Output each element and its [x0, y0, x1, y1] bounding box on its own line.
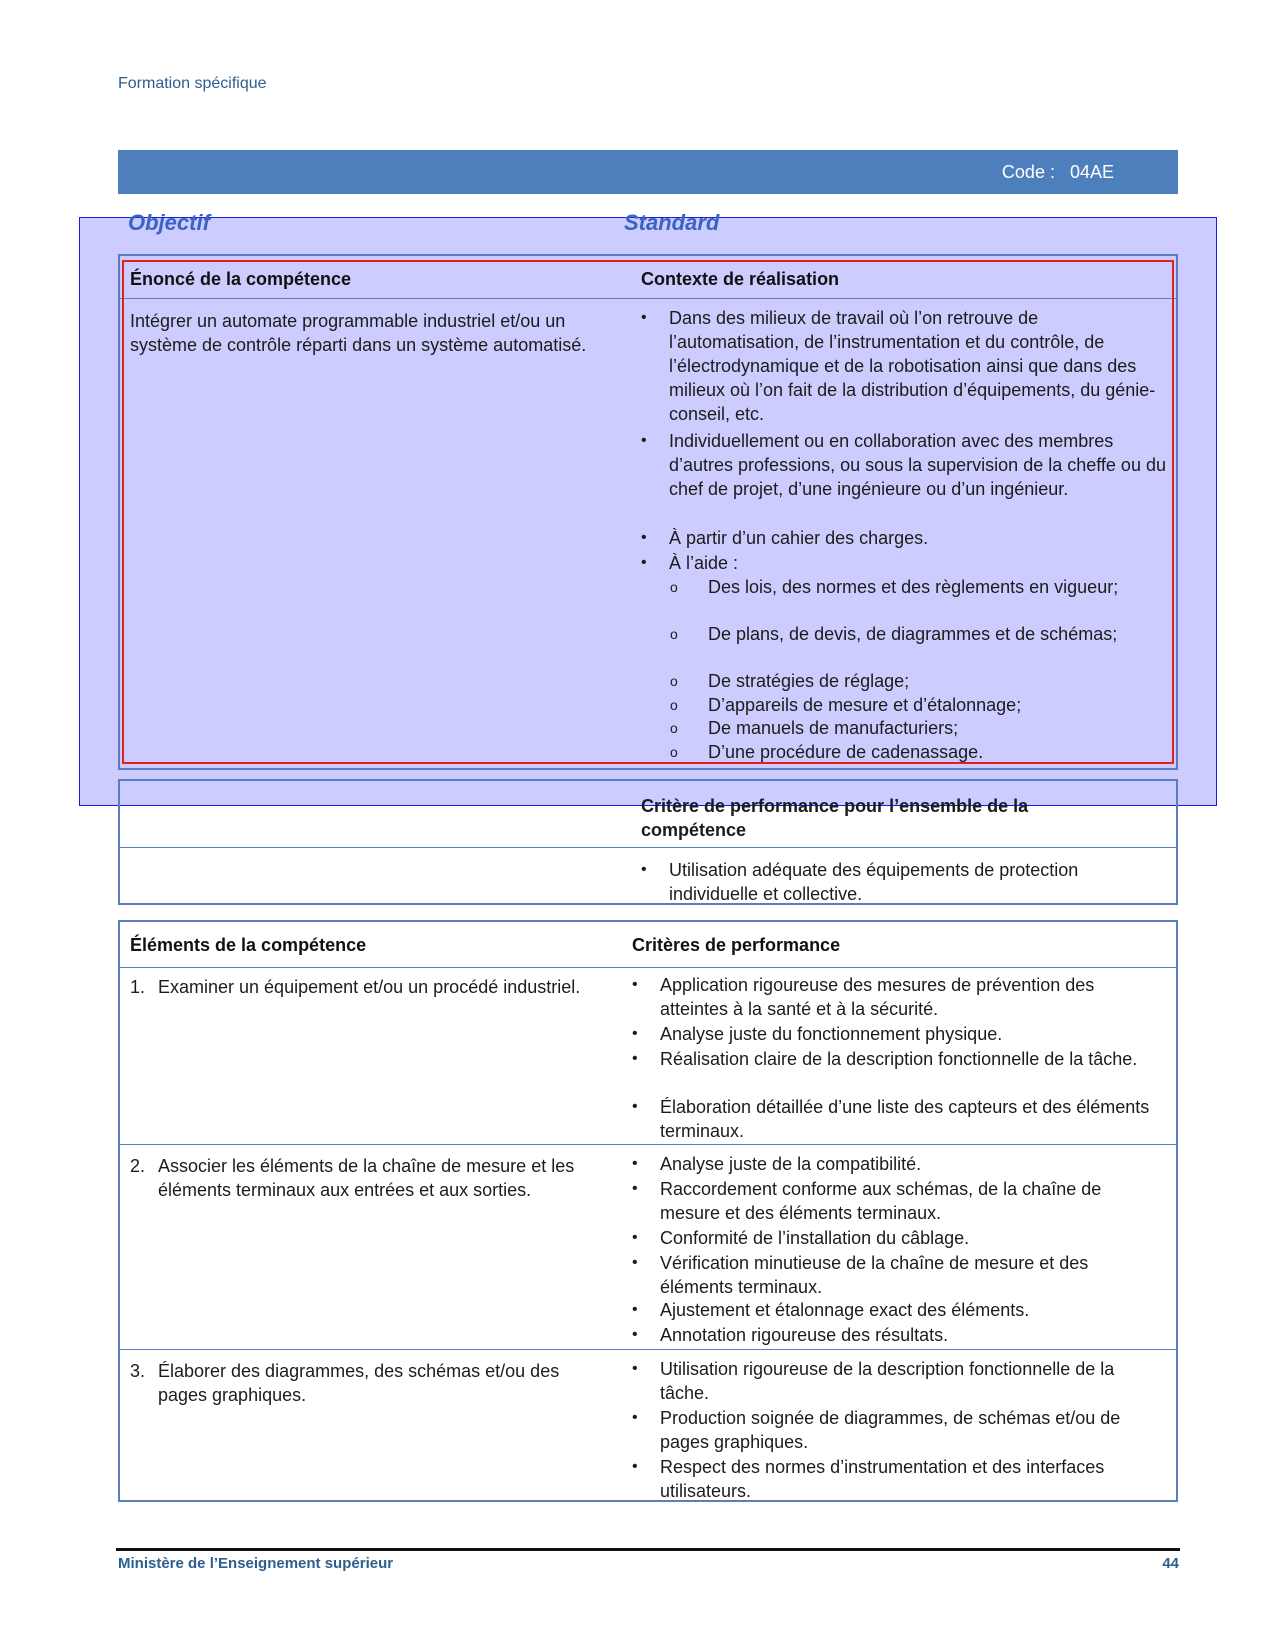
bullet-icon: • [632, 1409, 638, 1426]
circle-bullet-icon: o [670, 744, 678, 760]
footer-ministry: Ministère de l’Enseignement supérieur [118, 1555, 394, 1572]
bullet-icon: • [641, 861, 647, 878]
program-code: Code : 04AE [1001, 162, 1114, 182]
circle-bullet-icon: o [670, 579, 678, 595]
bullet-icon: • [641, 554, 647, 571]
section-label: Formation spécifique [118, 75, 267, 92]
bullet-icon: • [641, 432, 647, 449]
bullet-icon: • [632, 1050, 638, 1067]
circle-bullet-icon: o [670, 697, 678, 713]
divider [120, 1349, 1176, 1350]
page-number: 44 [1162, 1555, 1179, 1572]
bullet-icon: • [632, 1254, 638, 1271]
bullet-icon: • [632, 1098, 638, 1115]
bullet-icon: • [632, 1155, 638, 1172]
circle-bullet-icon: o [670, 626, 678, 642]
divider [120, 967, 1176, 968]
bullet-icon: • [632, 1326, 638, 1343]
elements-header: Éléments de la compétence [130, 935, 367, 955]
bullet-icon: • [632, 1229, 638, 1246]
column-titles [128, 210, 1178, 240]
bullet-icon: • [632, 976, 638, 993]
circle-bullet-icon: o [670, 720, 678, 736]
divider [120, 1144, 1176, 1145]
criteria-header: Critères de performance [632, 935, 841, 955]
bullet-icon: • [641, 309, 647, 326]
bullet-icon: • [641, 529, 647, 546]
code-bar [118, 150, 1178, 194]
bullet-icon: • [632, 1360, 638, 1377]
statement-text: Intégrer un automate programmable industriel et/ou un système de contrôle réparti dans un système automatisé. [130, 311, 587, 355]
statement-header: Énoncé de la compétence [130, 269, 352, 289]
bullet-icon: • [632, 1180, 638, 1197]
footer-rule [116, 1548, 1180, 1551]
context-header: Contexte de réalisation [641, 269, 840, 289]
bullet-icon: • [632, 1301, 638, 1318]
objectif-title: Objectif [128, 210, 210, 235]
bullet-icon: • [632, 1025, 638, 1042]
circle-bullet-icon: o [670, 673, 678, 689]
global-criteria-header: Critère de performance pour l’ensemble de la compétence [641, 796, 1029, 840]
bullet-icon: • [632, 1458, 638, 1475]
divider [120, 847, 1176, 848]
standard-title: Standard [624, 210, 720, 235]
